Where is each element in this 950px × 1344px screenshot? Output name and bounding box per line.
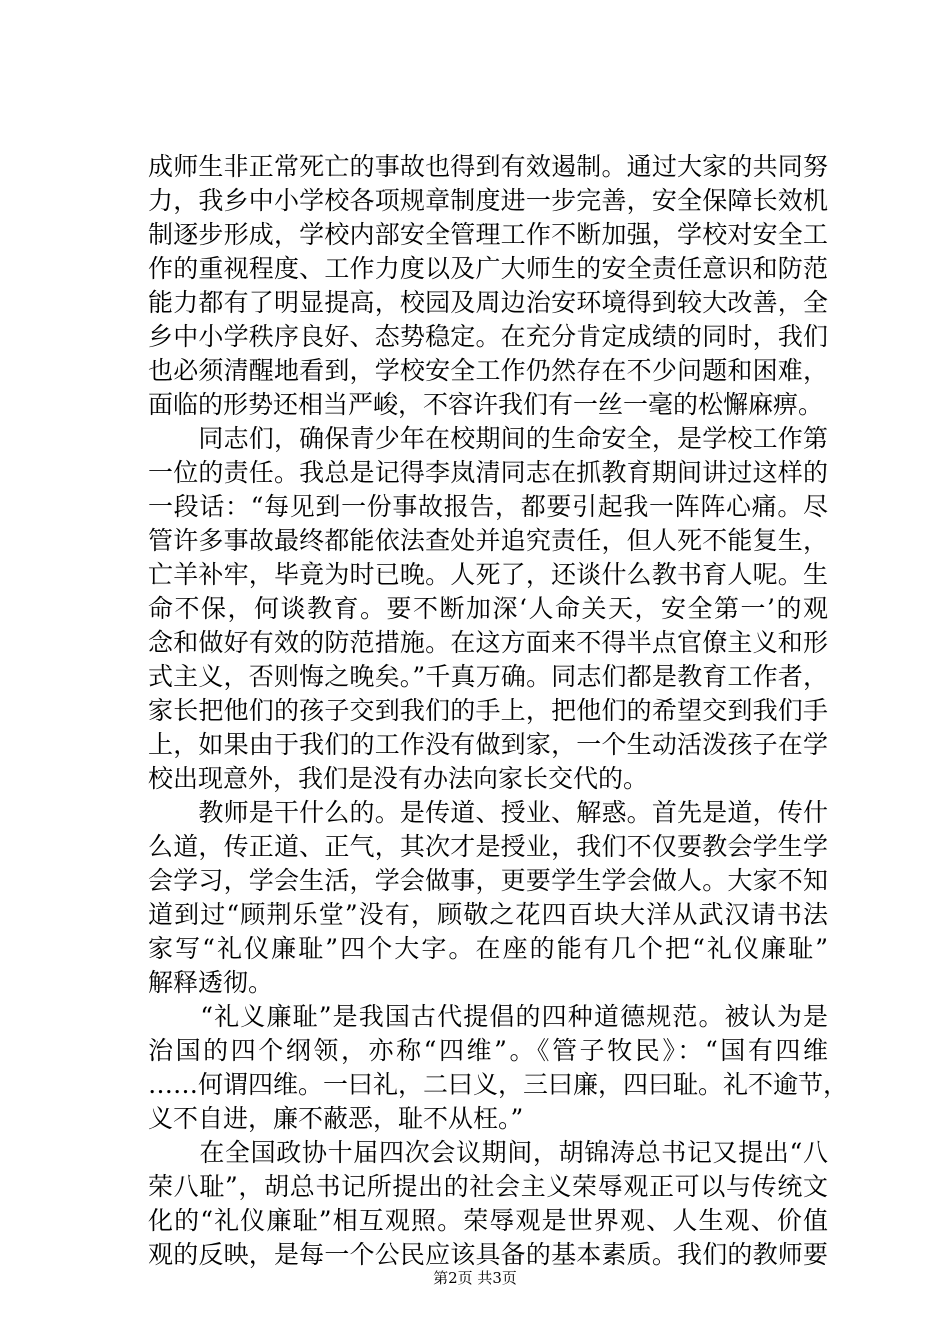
- text-line: 在全国政协十届四次会议期间，胡锦涛总书记又提出“八: [148, 1138, 828, 1167]
- text-line: 管许多事故最终都能依法查处并追究责任，但人死不能复生，: [148, 526, 828, 555]
- text-line: 会学习，学会生活，学会做事，更要学生学会做人。大家不知: [148, 866, 828, 895]
- text-line: 念和做好有效的防范措施。在这方面来不得半点官僚主义和形: [148, 628, 828, 657]
- text-line: 校出现意外，我们是没有办法向家长交代的。: [148, 764, 649, 793]
- text-line: 作的重视程度、工作力度以及广大师生的安全责任意识和防范: [148, 254, 828, 283]
- text-line: 家长把他们的孩子交到我们的手上，把他们的希望交到我们手: [148, 696, 828, 725]
- text-line: ……何谓四维。一曰礼，二曰义，三曰廉，四曰耻。礼不逾节，: [148, 1070, 849, 1099]
- text-line: 治国的四个纲领，亦称“四维”。《管子牧民》：“国有四维: [148, 1036, 828, 1065]
- text-line: 观的反映，是每一个公民应该具备的基本素质。我们的教师要: [148, 1240, 828, 1269]
- text-line: 一位的责任。我总是记得李岚清同志在抓教育期间讲过这样的: [148, 458, 828, 487]
- page-footer: 第2页 共3页: [433, 1269, 517, 1287]
- text-line: 解释透彻。: [148, 968, 274, 997]
- text-line: 一段话：“每见到一份事故报告，都要引起我一阵阵心痛。尽: [148, 492, 828, 521]
- text-line: 道到过“顾荆乐堂”没有，顾敬之花四百块大洋从武汉请书法: [148, 900, 828, 929]
- text-line: 同志们，确保青少年在校期间的生命安全，是学校工作第: [148, 424, 828, 453]
- text-line: 也必须清醒地看到，学校安全工作仍然存在不少问题和困难，: [148, 356, 828, 385]
- text-line: 力，我乡中小学校各项规章制度进一步完善，安全保障长效机: [148, 186, 828, 215]
- text-line: 化的“礼仪廉耻”相互观照。荣辱观是世界观、人生观、价值: [148, 1206, 828, 1235]
- text-line: 上，如果由于我们的工作没有做到家，一个生动活泼孩子在学: [148, 730, 828, 759]
- text-line: 命不保，何谈教育。要不断加深‘人命关天，安全第一’的观: [148, 594, 828, 623]
- text-line: 亡羊补牢，毕竟为时已晚。人死了，还谈什么教书育人呢。生: [148, 560, 828, 589]
- text-line: 成师生非正常死亡的事故也得到有效遏制。通过大家的共同努: [148, 152, 828, 181]
- body-text: [148, 150, 849, 1272]
- text-line: 么道，传正道、正气，其次才是授业，我们不仅要教会学生学: [148, 832, 828, 861]
- text-line: 乡中小学秩序良好、态势稳定。在充分肯定成绩的同时，我们: [148, 322, 828, 351]
- text-line: 荣八耻”，胡总书记所提出的社会主义荣辱观正可以与传统文: [148, 1172, 828, 1201]
- text-line: 义不自进，廉不蔽恶，耻不从枉。”: [148, 1104, 524, 1133]
- text-line: 能力都有了明显提高，校园及周边治安环境得到较大改善，全: [148, 288, 828, 317]
- text-line: 面临的形势还相当严峻，不容许我们有一丝一毫的松懈麻痹。: [148, 390, 824, 419]
- text-line: 式主义，否则悔之晚矣。”千真万确。同志们都是教育工作者，: [148, 662, 828, 691]
- text-line: “礼义廉耻”是我国古代提倡的四种道德规范。被认为是: [148, 1002, 828, 1031]
- text-line: 制逐步形成，学校内部安全管理工作不断加强，学校对安全工: [148, 220, 828, 249]
- text-line: 家写“礼仪廉耻”四个大字。在座的能有几个把“礼仪廉耻”: [148, 934, 828, 963]
- text-line: 教师是干什么的。是传道、授业、解惑。首先是道，传什: [148, 798, 828, 827]
